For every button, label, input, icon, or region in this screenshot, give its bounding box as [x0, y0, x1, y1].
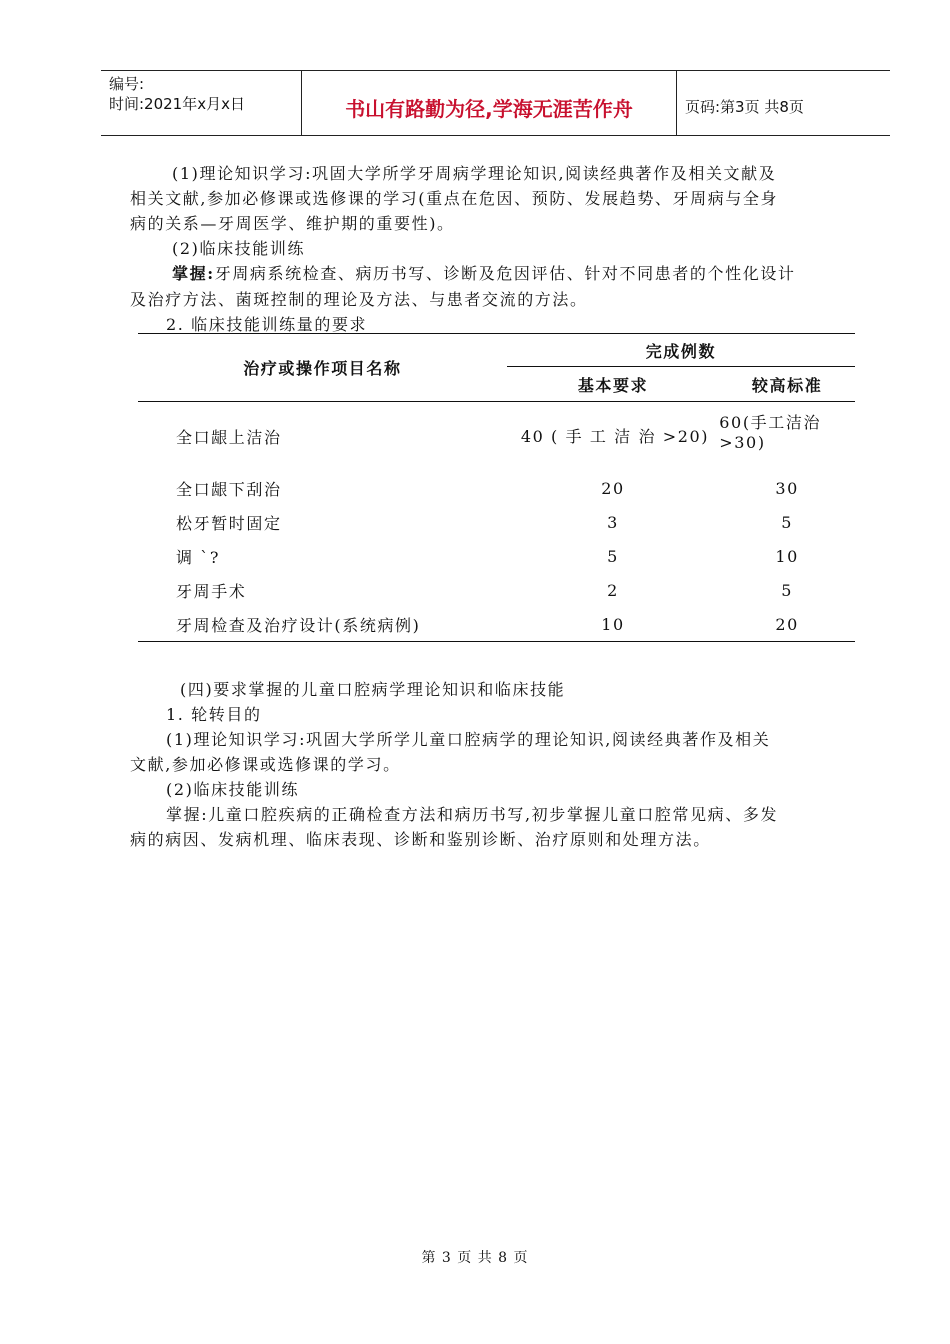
row-high: 20 [775, 614, 799, 634]
row-high: 60(手工洁治>30) [719, 413, 822, 452]
row-high: 30 [775, 479, 799, 498]
section4-theory-line-1: (1)理论知识学习:巩固大学所学儿童口腔病学的理论知识,阅读经典著作及相关 [166, 730, 771, 749]
header-meta [101, 71, 302, 135]
row-name: 调 `? [176, 548, 221, 567]
clinical-title: (2)临床技能训练 [172, 239, 306, 258]
section4-master-line-2: 病的病因、发病机理、临床表现、诊断和鉴别诊断、治疗原则和处理方法。 [130, 830, 711, 849]
row-name: 牙周手术 [176, 582, 247, 601]
col-name-header: 治疗或操作项目名称 [138, 334, 507, 402]
theory-line-3: 病的关系—牙周医学、维护期的重要性)。 [130, 214, 455, 233]
row-basic: 2 [607, 581, 619, 600]
row-name: 全口龈下刮治 [176, 480, 282, 499]
master-label: 掌握: [172, 264, 215, 283]
requirement-title: 2. 临床技能训练量的要求 [166, 315, 368, 334]
page-footer: 第 3 页 共 8 页 [421, 1250, 529, 1266]
page-label: 页码:第3页 共8页 [685, 98, 804, 116]
header-page-cell [677, 71, 890, 135]
row-name: 牙周检查及治疗设计(系统病例) [176, 615, 421, 635]
section4-title: (四)要求掌握的儿童口腔病学理论知识和临床技能 [180, 680, 566, 699]
col-high-header: 较高标准 [719, 367, 855, 402]
table-row [138, 402, 855, 472]
time-label: 时间:2021年x月x日 [109, 95, 245, 113]
motto: 书山有路勤为径,学海无涯苦作舟 [345, 97, 633, 121]
theory-line-1: (1)理论知识学习:巩固大学所学牙周病学理论知识,阅读经典著作及相关文献及 [172, 164, 777, 183]
section4-master-line-1: 掌握:儿童口腔疾病的正确检查方法和病历书写,初步掌握儿童口腔常见病、多发 [166, 805, 779, 824]
row-basic: 40 ( 手 工 洁 治 >20) [520, 426, 710, 446]
row-high: 10 [775, 547, 799, 566]
row-basic: 20 [601, 479, 625, 498]
table-row [138, 472, 855, 506]
rotation-title: 1. 轮转目的 [166, 705, 262, 724]
table-row [138, 574, 855, 608]
table-row [138, 540, 855, 574]
section4-theory-line-2: 文献,参加必修课或选修课的学习。 [130, 755, 401, 774]
table-header-row-1 [138, 334, 855, 367]
theory-line-2: 相关文献,参加必修课或选修课的学习(重点在危因、预防、发展趋势、牙周病与全身 [130, 189, 779, 208]
page-header [101, 70, 890, 136]
header-motto-cell [302, 71, 677, 135]
training-table [138, 333, 855, 642]
table-row [138, 608, 855, 642]
table-row [138, 506, 855, 540]
row-name: 全口龈上洁治 [176, 428, 282, 448]
row-name: 松牙暂时固定 [176, 514, 282, 533]
row-high: 5 [781, 513, 794, 532]
section4-clinical-title: (2)临床技能训练 [166, 780, 300, 799]
row-high: 5 [781, 581, 794, 600]
row-basic: 10 [601, 614, 625, 634]
serial-label: 编号: [109, 75, 145, 93]
master-line-1 [172, 261, 796, 284]
row-basic: 5 [607, 547, 619, 566]
row-basic: 3 [607, 513, 619, 532]
master-line-2: 及治疗方法、菌斑控制的理论及方法、与患者交流的方法。 [130, 290, 588, 309]
col-group-header: 完成例数 [507, 334, 855, 367]
master-text: 牙周病系统检查、病历书写、诊断及危因评估、针对不同患者的个性化设计 [214, 264, 796, 283]
col-basic-header: 基本要求 [507, 367, 719, 402]
